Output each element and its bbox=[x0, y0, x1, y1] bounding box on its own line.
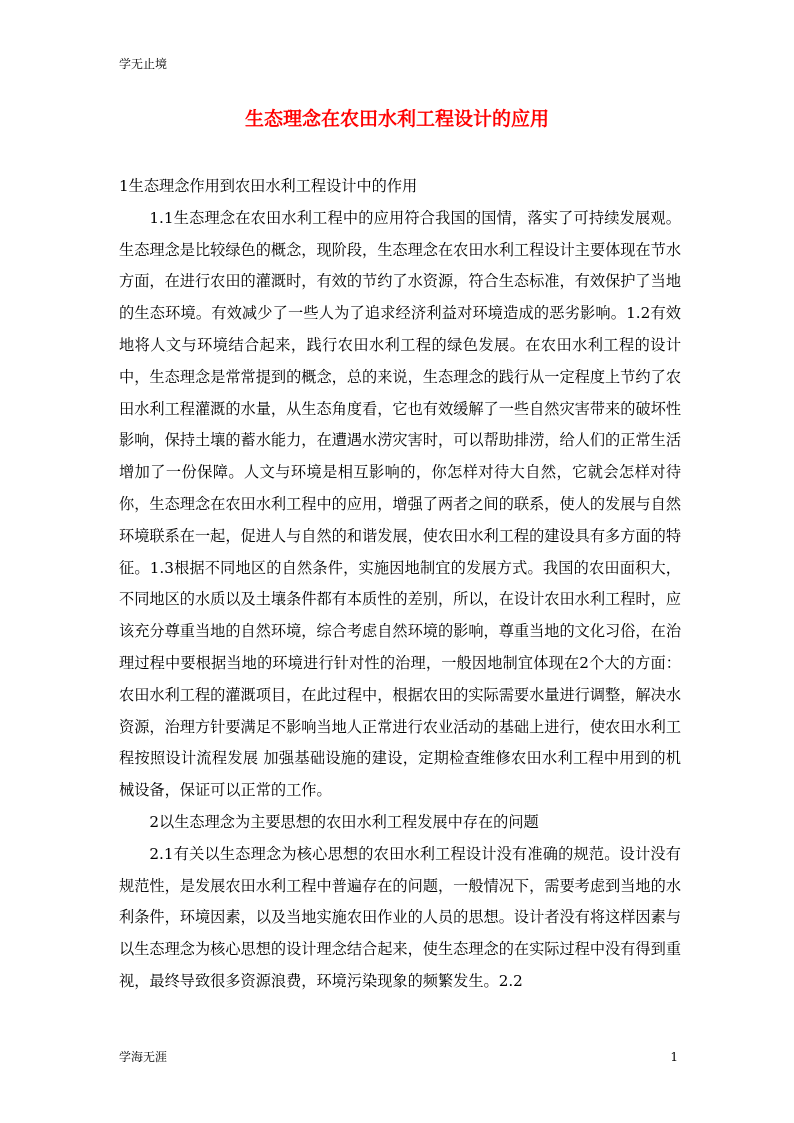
document-body bbox=[119, 171, 681, 998]
paragraph-2: 2.1有关以生态理念为核心思想的农田水利工程设计没有准确的规范。设计没有规范性，是发展农田水利工程中普遍存在的问题，一般情况下，需要考虑到当地的水利条件，环境因素，以及当地实施农田作业的人员的思想。设计者没有将这样因素与以生态理念为核心思想的设计理念结合起来，使生态理念的在实际过程中没有得到重视，最终导致很多资源浪费，环境污染现象的频繁发生。2.2 bbox=[119, 844, 681, 990]
page-number: 1 bbox=[670, 1050, 678, 1064]
page-footer: 学海无涯 bbox=[119, 1050, 168, 1064]
page-header: 学无止境 bbox=[119, 57, 168, 71]
paragraph-1: 1.1生态理念在农田水利工程中的应用符合我国的国情，落实了可持续发展观。生态理念是比较绿色的概念，现阶段，生态理念在农田水利工程设计主要体现在节水方面，在进行农田的灌溉时，有效的节约了水资源，符合生态标准，有效保护了当地的生态环境。有效减少了一些人为了追求经济利益对环境造成的恶劣影响。1.2有效地将人文与环境结合起来，践行农田水利工程的绿色发展。在农田水利工程的设计中，生态理念是常常提到的概念，总的来说，生态理念的践行从一定程度上节约了农田水利工程灌溉的水量，从生态角度看，它也有效缓解了一些自然灾害带来的破坏性影响，保持土壤的蓄水能力，在遭遇水涝灾害时，可以帮助排涝，给人们的正常生活增加了一份保障。人文与环境是相互影响的，你怎样对待大自然，它就会怎样对待你，生态理念在农田水利工程中的应用，增强了两者之间的联系，使人的发展与自然环境联系在一起，促进人与自然的和谐发展，使农田水利工程的建设具有多方面的特征。1.3根据不同地区的自然条件，实施因地制宜的发展方式。我国的农田面积大，不同地区的水质以及土壤条件都有本质性的差别，所以，在设计农田水利工程时，应该充分尊重当地的自然环境，综合考虑自然环境的影响，尊重当地的文化习俗，在治理过程中要根据当地的环境进行针对性的治理，一般因地制宜体现在2个大的方面：农田水利工程的灌溉项目，在此过程中，根据农田的实际需要水量进行调整，解决水资源，治理方针要满足不影响当地人正常进行农业活动的基础上进行，使农田水利工程按照设计流程发展 加强基础设施的建设，定期检查维修农田水利工程中用到的机械设备，保证可以正常的工作。 bbox=[119, 208, 681, 800]
document-title: 生态理念在农田水利工程设计的应用 bbox=[244, 108, 549, 130]
section-heading-1: 1生态理念作用到农田水利工程设计中的作用 bbox=[119, 177, 418, 195]
section-heading-2: 2以生态理念为主要思想的农田水利工程发展中存在的问题 bbox=[149, 812, 539, 831]
